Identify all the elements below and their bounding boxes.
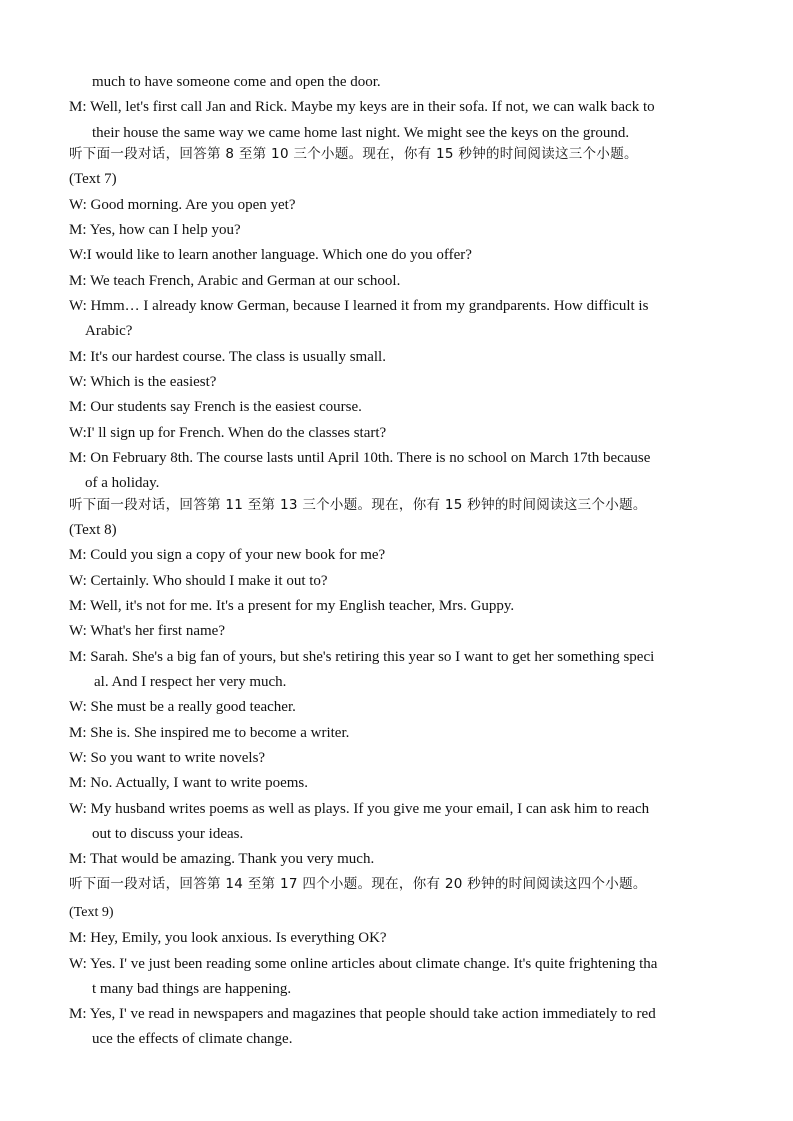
dialogue-line: M: Hey, Emily, you look anxious. Is everything OK? <box>69 930 387 946</box>
dialogue-line: W: What's her first name? <box>69 623 225 639</box>
dialogue-line: W: Yes. I' ve just been reading some online articles about climate change. It's quite frightening tha <box>69 956 658 972</box>
dialogue-line: much to have someone come and open the door. <box>92 74 381 90</box>
dialogue-line: M: No. Actually, I want to write poems. <box>69 775 308 791</box>
dialogue-line: of a holiday. <box>85 475 160 491</box>
dialogue-line: M: Well, let's first call Jan and Rick. Maybe my keys are in their sofa. If not, we can walk back to <box>69 99 655 115</box>
section-instruction: 听下面一段对话，回答第 8 至第 10 三个小题。现在，你有 15 秒钟的时间阅读这三个小题。 <box>69 146 638 162</box>
text-label: (Text 8) <box>69 522 117 538</box>
dialogue-line: M: Could you sign a copy of your new book for me? <box>69 547 386 563</box>
dialogue-line: M: It's our hardest course. The class is usually small. <box>69 349 386 365</box>
dialogue-line: W: Good morning. Are you open yet? <box>69 197 296 213</box>
dialogue-line: W:I would like to learn another language. Which one do you offer? <box>69 247 472 263</box>
dialogue-line: W: She must be a really good teacher. <box>69 699 296 715</box>
dialogue-line: M: Well, it's not for me. It's a present for my English teacher, Mrs. Guppy. <box>69 598 515 614</box>
dialogue-line: M: Yes, how can I help you? <box>69 222 241 238</box>
dialogue-line: M: She is. She inspired me to become a writer. <box>69 725 350 741</box>
dialogue-line: W: Which is the easiest? <box>69 374 217 390</box>
dialogue-line: W: Certainly. Who should I make it out to? <box>69 573 328 589</box>
text-label: (Text 7) <box>69 171 117 187</box>
dialogue-line: W: My husband writes poems as well as plays. If you give me your email, I can ask him to reach <box>69 801 650 817</box>
dialogue-line: Arabic? <box>85 323 133 339</box>
section-instruction: 听下面一段对话，回答第 14 至第 17 四个小题。现在，你有 20 秒钟的时间阅读这四个小题。 <box>69 876 647 892</box>
dialogue-line: out to discuss your ideas. <box>92 826 244 842</box>
section-instruction: 听下面一段对话，回答第 11 至第 13 三个小题。现在，你有 15 秒钟的时间阅读这三个小题。 <box>69 497 647 513</box>
dialogue-line: al. And I respect her very much. <box>94 674 287 690</box>
dialogue-line: their house the same way we came home last night. We might see the keys on the ground. <box>92 125 630 141</box>
dialogue-line: W: So you want to write novels? <box>69 750 266 766</box>
dialogue-line: M: We teach French, Arabic and German at our school. <box>69 273 401 289</box>
dialogue-line: W:I' ll sign up for French. When do the classes start? <box>69 425 387 441</box>
dialogue-line: M: On February 8th. The course lasts until April 10th. There is no school on March 17th because <box>69 450 651 466</box>
dialogue-line: M: Sarah. She's a big fan of yours, but she's retiring this year so I want to get her something speci <box>69 649 655 665</box>
dialogue-line: uce the effects of climate change. <box>92 1031 293 1047</box>
dialogue-line: M: That would be amazing. Thank you very much. <box>69 851 375 867</box>
dialogue-line: M: Yes, I' ve read in newspapers and magazines that people should take action immediately to red <box>69 1006 656 1022</box>
text-label: (Text 9) <box>69 905 114 920</box>
dialogue-line: t many bad things are happening. <box>92 981 292 997</box>
dialogue-line: W: Hmm… I already know German, because I learned it from my grandparents. How difficult is <box>69 298 649 314</box>
dialogue-line: M: Our students say French is the easiest course. <box>69 399 362 415</box>
